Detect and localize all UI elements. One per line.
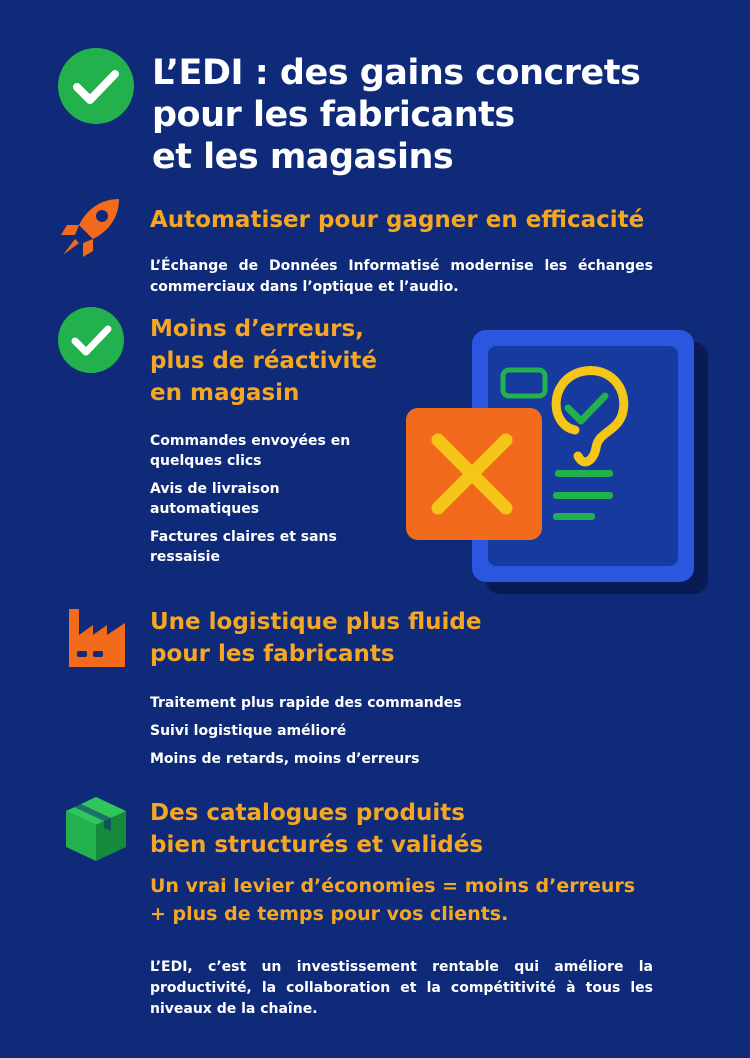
check-circle-icon-2	[57, 306, 125, 374]
conclusion-text: L’EDI, c’est un investissement rentable qui améliore la productivité, la collaboration et la compétitivité à tous les niveaux de la chaîne.	[150, 959, 653, 1017]
section3-heading: Une logistique plus fluide pour les fabricants	[150, 609, 482, 667]
section3-bullet: Suivi logistique amélioré	[150, 723, 347, 739]
page-title: L’EDI : des gains concrets pour les fabricants et les magasins	[152, 53, 641, 177]
section2-heading: Moins d’erreurs, plus de réactivité en magasin	[150, 316, 377, 406]
section3-bullet: Traitement plus rapide des commandes	[150, 695, 462, 711]
section1-body: L’Échange de Données Informatisé modernise les échanges commerciaux dans l’optique et l’audio.	[150, 258, 653, 295]
section2-bullet: Avis de livraison automatiques	[150, 481, 280, 517]
factory-icon	[63, 605, 131, 670]
document-validation-illustration	[400, 320, 710, 600]
box-icon	[62, 795, 130, 863]
section4-heading: Des catalogues produits bien structurés et validés	[150, 800, 484, 858]
rocket-icon	[57, 195, 123, 261]
section2-bullet: Commandes envoyées en quelques clics	[150, 433, 351, 469]
section4-highlight: Un vrai levier d’économies = moins d’erreurs + plus de temps pour vos clients.	[150, 875, 636, 925]
section2-bullet: Factures claires et sans ressaisie	[150, 529, 337, 565]
check-circle-icon	[57, 47, 135, 125]
section3-bullet: Moins de retards, moins d’erreurs	[150, 751, 420, 767]
section1-heading: Automatiser pour gagner en efficacité	[150, 207, 645, 233]
